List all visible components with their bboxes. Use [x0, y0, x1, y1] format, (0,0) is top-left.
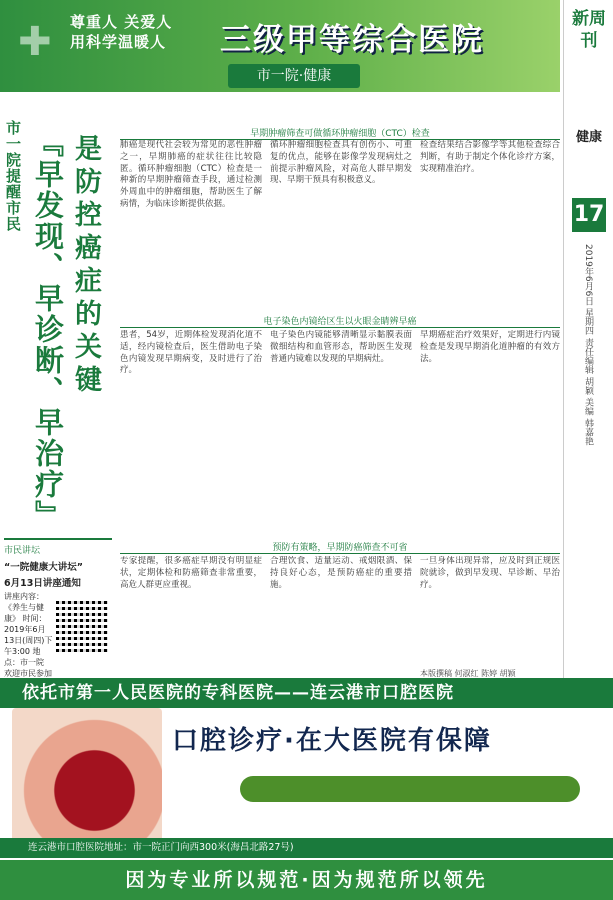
article-paragraph: 电子染色内镜能够清晰显示黏膜表面微细结构和血管形态，帮助医生发现普通内镜难以发现的早期病灶。: [270, 330, 412, 364]
ad-headline: 依托市第一人民医院的专科医院——连云港市口腔医院: [0, 678, 613, 708]
mouth-image: [12, 708, 162, 858]
banner-slogan: [70, 12, 172, 52]
notice-heading: “一院健康大讲坛”: [4, 562, 83, 573]
vertical-label: 市一院提醒市民: [4, 120, 22, 232]
ad-address: 连云港市口腔医院地址：市一院正门向西300米(海昌北路27号): [0, 838, 613, 858]
article-paragraph: 循环肿瘤细胞检查具有创伤小、可重复的优点，能够在影像学发现病灶之前提示肿瘤风险，对高危人群早期发现、早期干预具有积极意义。: [270, 140, 412, 186]
qr-code-icon: [56, 600, 108, 652]
issue-date: 2019年6月6日 星期四 责任编辑 胡颖 美编 韩嘉艳: [583, 244, 593, 446]
article-paragraph: 早期癌症治疗效果好，定期进行内镜检查是发现早期消化道肿瘤的有效方法。: [420, 330, 560, 364]
section-heading-endoscopy: 电子染色内镜给区生以火眼金睛辨早癌: [120, 314, 560, 328]
notice-body: 讲座内容：《养生与健康》 时间：2019年6月13日(周四)下午3:00 地点：市一院 欢迎市民参加: [4, 592, 53, 678]
cross-icon: ✚: [18, 19, 52, 65]
banner-title: 三级甲等综合医院: [220, 22, 484, 58]
ad-slogan: 口腔诊疗·在大医院有保障: [172, 726, 492, 756]
notice-title: 市民讲坛: [4, 546, 41, 556]
advertisement: [0, 678, 613, 900]
article-paragraph: 检查结果结合影像学等其他检查综合判断，有助于制定个体化诊疗方案，实现精准治疗。: [420, 140, 560, 174]
section-heading-prevention: 预防有策略，早期防癌筛查不可省: [120, 540, 560, 554]
header-banner: [0, 0, 560, 92]
article-paragraph: 患者，54岁，近期体检发现消化道不适，经内镜检查后，医生借助电子染色内镜发现早期病变，及时进行了治疗。: [120, 330, 262, 376]
headline-main: 『早发现、早诊断、早治疗』: [31, 128, 65, 531]
ad-decorative-bar: [240, 776, 580, 802]
ad-tagline: 因为专业所以规范·因为规范所以领先: [0, 860, 613, 900]
article-paragraph: 一旦身体出现异常，应及时到正规医院就诊，做到早发现、早诊断、早治疗。: [420, 556, 560, 590]
right-strip: [563, 0, 613, 680]
slogan-line-1: 尊重人 关爱人: [70, 13, 173, 31]
banner-subtitle: 市一院·健康: [228, 64, 360, 88]
article-paragraph: 专家提醒，很多癌症早期没有明显症状，定期体检和防癌筛查非常重要，高危人群更应重视。: [120, 556, 262, 590]
article-paragraph: 合理饮食、适量运动、戒烟限酒、保持良好心态，是预防癌症的重要措施。: [270, 556, 412, 590]
byline: 本版撰稿 何淑红 陈婷 胡颖: [420, 669, 516, 678]
headline-secondary: 是防控癌症的关键: [70, 134, 101, 398]
page-number: 17: [572, 198, 606, 232]
section-label: 健康: [575, 130, 602, 145]
notice-date: 6月13日讲座通知: [4, 578, 81, 589]
brand-label: 新周刊: [572, 9, 606, 51]
article-paragraph: 肺癌是现代社会较为常见的恶性肿瘤之一，早期肺癌的症状往往比较隐匿。循环肿瘤细胞（CTC）检查是一种新的早期肿瘤筛查手段，通过检测外周血中的肿瘤细胞，帮助医生了解病情，为临床诊断提供依据。: [120, 140, 262, 209]
slogan-line-2: 用科学温暖人: [70, 33, 167, 51]
section-heading-ctc: 早期肿瘤筛查可做循环肿瘤细胞（CTC）检查: [120, 126, 560, 140]
